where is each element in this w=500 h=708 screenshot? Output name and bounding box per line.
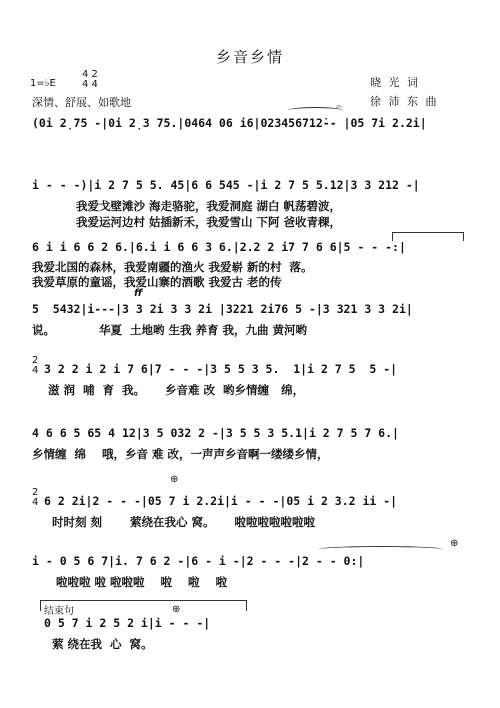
score-notes-3: 6 i i 6 6 2 6.|6.i i 6 6 3 6.|2.2 2 i7 7 6 6|5 - - -:| <box>32 240 406 254</box>
score-notes-1: (0i 2̣75 -|0i 2̣3 75.|0464 06 i6|023456712̇-- |05 7i 2.2i| <box>32 116 427 130</box>
volta-bracket <box>392 232 464 241</box>
lyric-line-3a: 我爱北国的森林，我爱南疆的渔火 我爱崭 新的村 落。 <box>32 260 313 274</box>
coda-mark: ⊕ <box>170 474 179 485</box>
score-notes-6: 4 6 6 5 65 4 12|3 5 032 2 -|3 5 5 3 5.1|i 2 7 5 7 6.| <box>32 426 399 440</box>
fermata-mark: 𝄐 <box>336 102 342 113</box>
key-signature: 1=♭E <box>30 78 56 89</box>
song-title: 乡音乡情 <box>215 48 284 66</box>
lyric-line-5: 滋 润 哺 育 我。 乡音难 改 哟乡情缠 绵， <box>44 383 305 397</box>
score-notes-8: i - 0 5 6 7|i. 7 6 2 -|6 - i -|2 - - -|2 - - 0:| <box>32 554 365 568</box>
coda-mark-3: ⊕ <box>172 604 181 615</box>
meter-top: 4 2 <box>82 69 98 80</box>
meter-change: 2 4 <box>32 355 39 376</box>
lyric-line-8: 啦啦啦 啦 啦啦啦 啦 啦 啦 <box>32 575 228 589</box>
score-notes-7: 6 2 2i|2 - - -|05 7 i 2.2i|i - - -|05 i 2 3.2 ii -| <box>44 494 398 508</box>
score-notes-4: 5 5432|i---|3 3 2i 3 3 2i |3221 2i76 5 -|3 321 3 3 2i| <box>32 302 413 316</box>
score-notes-2: i - - -)|i 2 7 5 5. 45|6 6 545 -|i 2 7 5 5.12|3 3 212 -| <box>32 178 420 192</box>
dynamic-ff: ff <box>134 288 143 299</box>
lyricist-credit: 晓 光 词 <box>370 76 420 89</box>
lyric-line-2b: 我爱运河边村 姑插新禾，我爱雪山 下阿 爸收青稞， <box>32 215 342 229</box>
score-notes-9: 0 5 7 i 2 5 2 i|i - - -| <box>44 616 211 630</box>
slur <box>288 107 343 114</box>
tie-long <box>318 546 444 553</box>
lyric-line-4: 说。 华夏 土地哟 生我 养育 我，九曲 黄河哟 <box>32 323 308 337</box>
lyric-line-3b: 我爱草原的童谣，我爱山寨的酒歌 我爱古 老的传 <box>32 275 282 289</box>
lyric-line-9: 萦 绕在我 心 窝。 <box>44 637 153 651</box>
composer-credit: 徐 沛 东 曲 <box>370 95 439 108</box>
meter-bottom: 4 4 <box>82 79 98 90</box>
time-signature <box>82 70 98 90</box>
lyric-line-2a: 我爱戈壁滩沙 海走骆驼，我爱洞庭 湖白 帆荡碧波， <box>32 199 342 213</box>
lyric-line-7: 时时刻 刻 萦绕在我心 窝。 啦啦啦啦啦啦啦 <box>44 515 316 529</box>
coda-mark-2: ⊕ <box>450 538 459 549</box>
lyric-line-6: 乡情缠 绵 哦，乡音 难 改，一声声乡音啊一缕缕乡情， <box>32 447 329 461</box>
ending-label: 结束句 <box>44 606 74 617</box>
score-notes-5: 3 2 2 i 2 i 7 6|7 - - -|3 5 5 3 5. 1|i 2 7 5 5 -| <box>44 362 398 376</box>
meter-change-2: 2 4 <box>32 487 39 508</box>
tempo-marking: 深情、舒展、如歌地 <box>32 96 131 109</box>
